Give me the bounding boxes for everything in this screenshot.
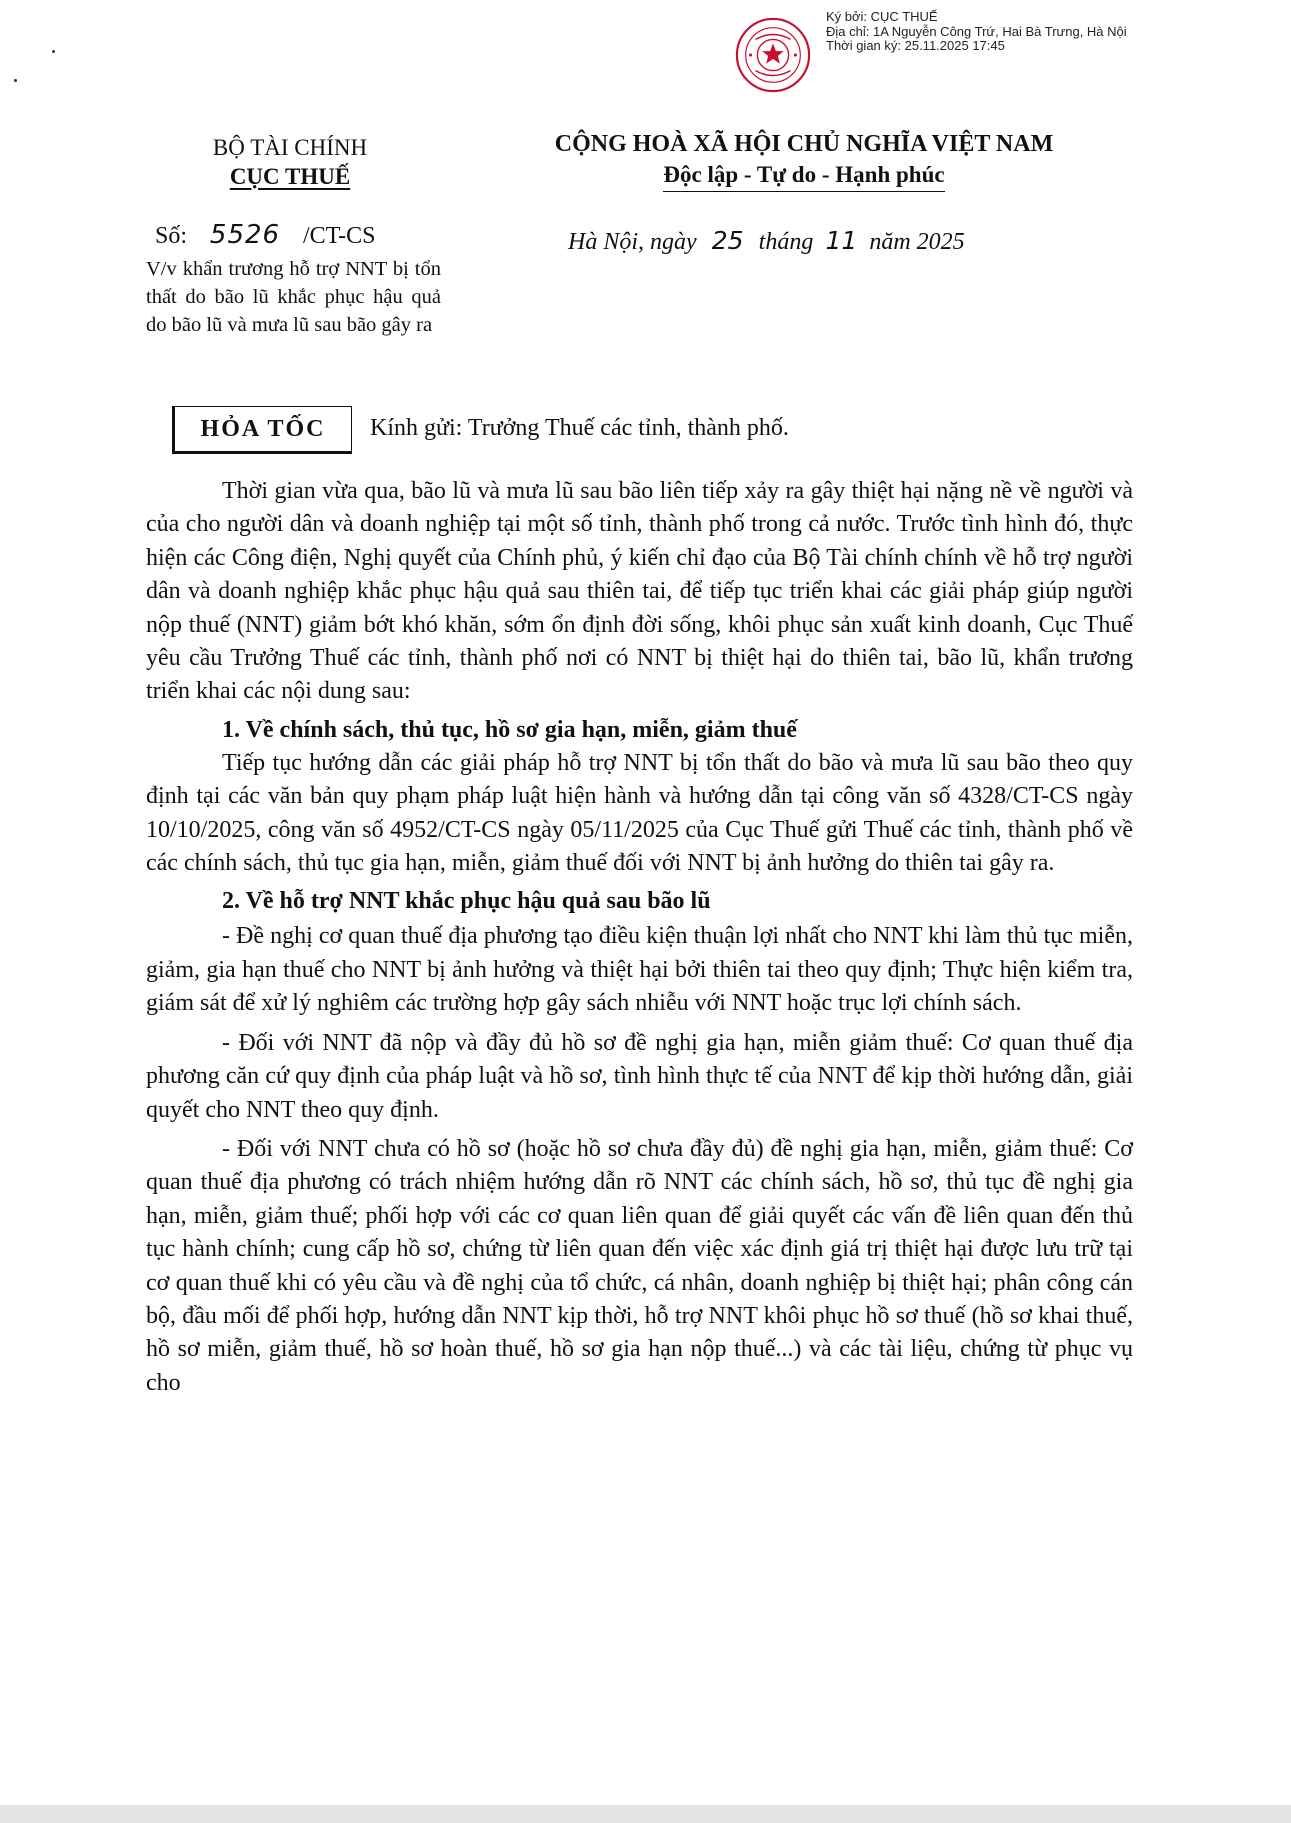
scan-bottom-edge xyxy=(0,1805,1291,1823)
section-2-item: - Đối với NNT chưa có hồ sơ (hoặc hồ sơ chưa đầy đủ) đề nghị gia hạn, miễn, giảm thuế: Cơ quan thuế địa phương có trách nhiệm hướng dẫn rõ NNT các chính sách, hồ sơ, thủ tục đề nghị gia hạn, miễn, giảm thuế; phối hợp với các cơ quan liên quan để giải quyết các vấn đề liên quan đến thủ tục hành chính; cung cấp hồ sơ, chứng từ liên quan đến việc xác định giá trị thiệt hại được lưu trữ tại cơ quan thuế khi có yêu cầu và đề nghị của tổ chức, cá nhân, doanh nghiệp bị thiệt hại; phân công cán bộ, đầu mối để phối hợp, hướng dẫn NNT kịp thời, hỗ trợ NNT khôi phục hồ sơ thuế (hồ sơ khai thuế, hồ sơ miễn, giảm thuế, hồ sơ hoàn thuế, hồ sơ gia hạn nộp thuế...) và các tài liệu, chứng từ phục vụ cho xyxy=(146,1135,1133,1396)
national-motto: Độc lập - Tự do - Hạnh phúc xyxy=(663,160,944,192)
date-place: Hà Nội, ngày xyxy=(568,229,697,255)
section-2-heading: 2. Về hỗ trợ NNT khắc phục hậu quả sau bão lũ xyxy=(222,888,711,915)
signature-time: Thời gian ký: 25.11.2025 17:45 xyxy=(826,38,1005,53)
department-name: CỤC THUẾ xyxy=(229,164,351,189)
doc-number-handwritten: 5526 xyxy=(209,220,281,250)
country-name: CỘNG HOÀ XÃ HỘI CHỦ NGHĨA VIỆT NAM xyxy=(554,131,1054,157)
date-day-handwritten: 25 xyxy=(711,226,744,255)
section-1-heading: 1. Về chính sách, thủ tục, hồ sơ gia hạn, miễn, giảm thuế xyxy=(222,716,797,743)
intro-paragraph: Thời gian vừa qua, bão lũ và mưa lũ sau bão liên tiếp xảy ra gây thiệt hại nặng nề về người và của cho người dân và doanh nghiệp tại một số tỉnh, thành phố trong cả nước. Trước tình hình đó, thực hiện các Công điện, Nghị quyết của Chính phủ, ý kiến chỉ đạo của Bộ Tài chính chính về hỗ trợ người dân và doanh nghiệp khắc phục hậu quả sau thiên tai, để tiếp tục triển khai các giải pháp giúp người nộp thuế (NNT) giảm bớt khó khăn, sớm ổn định đời sống, khôi phục sản xuất kinh doanh, Cục Thuế yêu cầu Trưởng Thuế các tỉnh, thành phố nơi có NNT bị thiệt hại do thiên tai, bão lũ, khẩn trương triển khai các nội dung sau: xyxy=(146,478,1133,705)
doc-number-label: Số: xyxy=(155,223,188,249)
doc-number-suffix: /CT-CS xyxy=(303,223,376,249)
document-number xyxy=(155,220,376,251)
section-1-paragraph: Tiếp tục hướng dẫn các giải pháp hỗ trợ NNT bị tổn thất do bão và mưa lũ sau bão theo quy định tại các văn bản quy phạm pháp luật hiện hành và hướng dẫn tại công văn số 4328/CT-CS ngày 10/10/2025, công văn số 4952/CT-CS ngày 05/11/2025 của Cục Thuế gửi Thuế các tỉnh, thành phố về các chính sách, thủ tục gia hạn, miễn, giảm thuế đối với NNT bị ảnh hưởng do thiên tai gây ra. xyxy=(146,749,1133,877)
document-body xyxy=(146,475,1133,1400)
ministry-name: BỘ TÀI CHÍNH xyxy=(212,135,368,160)
section-2-item: - Đề nghị cơ quan thuế địa phương tạo điều kiện thuận lợi nhất cho NNT khi làm thủ tục miễn, giảm, gia hạn thuế cho NNT bị ảnh hưởng và thiệt hại bởi thiên tai theo quy định; Thực hiện kiểm tra, giám sát để xử lý nghiêm các trường hợp gây sách nhiễu với NNT hoặc trục lợi chính sách. xyxy=(146,923,1133,1017)
issue-date xyxy=(568,226,965,257)
red-seal-icon xyxy=(734,16,812,94)
urgency-stamp: HỎA TỐC xyxy=(172,406,352,454)
date-year: năm 2025 xyxy=(869,229,965,255)
digital-signature-info xyxy=(826,10,1127,54)
scan-speck xyxy=(14,79,17,82)
scan-speck xyxy=(52,50,55,53)
subject-line: V/v khẩn trương hỗ trợ NNT bị tổn thất do bão lũ khắc phục hậu quả do bão lũ và mưa lũ sau bão gây ra xyxy=(146,258,441,336)
issuing-authority xyxy=(140,134,440,192)
signature-address: Địa chỉ: 1A Nguyễn Công Trứ, Hai Bà Trưng, Hà Nội xyxy=(826,23,1127,39)
recipient-line: Kính gửi: Trưởng Thuế các tỉnh, thành phố. xyxy=(370,415,789,441)
signature-signer: Ký bởi: CỤC THUẾ xyxy=(826,9,938,24)
section-2-item: - Đối với NNT đã nộp và đầy đủ hồ sơ đề nghị gia hạn, miễn giảm thuế: Cơ quan thuế địa phương căn cứ quy định của pháp luật và hồ sơ, tình hình thực tế của NNT để kịp thời hướng dẫn, giải quyết cho NNT theo quy định. xyxy=(146,1029,1133,1123)
national-heading xyxy=(494,128,1114,192)
date-month-handwritten: 11 xyxy=(825,226,858,255)
date-month-label: tháng xyxy=(758,229,814,255)
